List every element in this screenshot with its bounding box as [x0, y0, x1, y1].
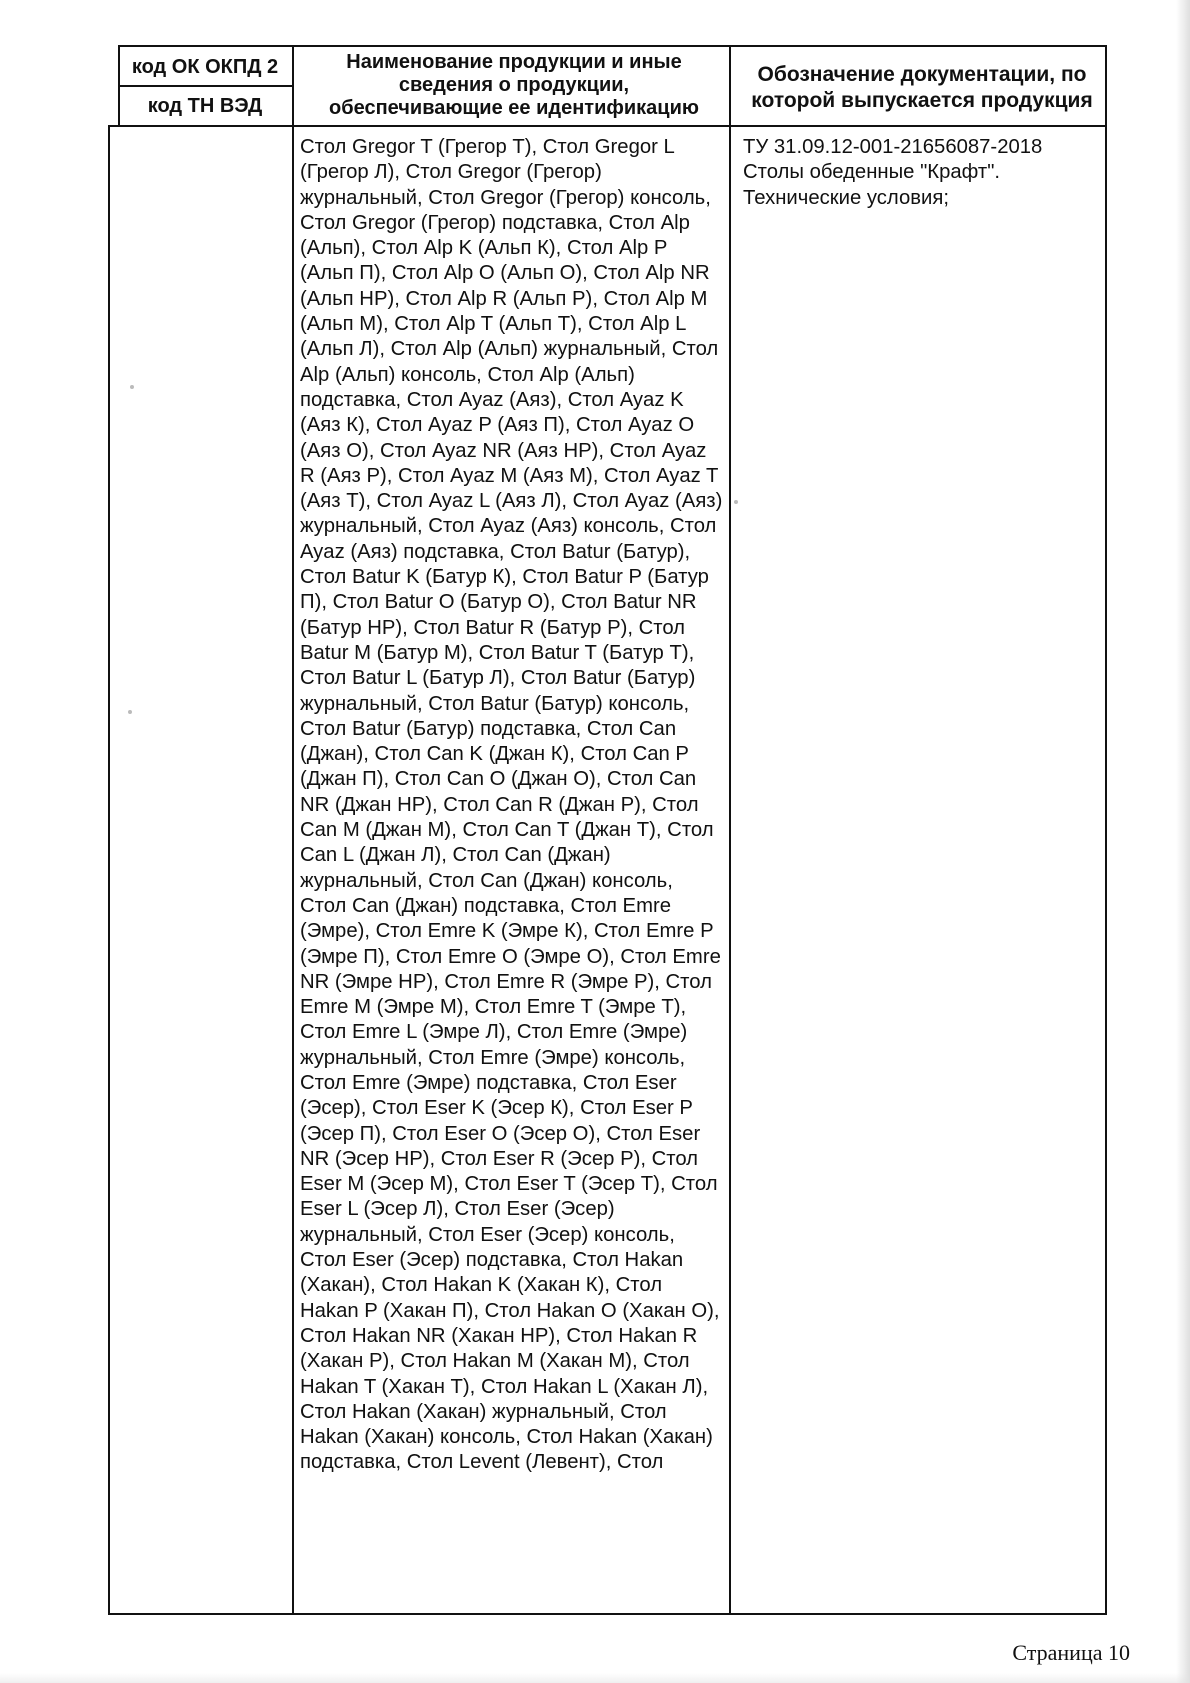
documentation-subtitle: Технические условия;: [743, 186, 949, 209]
header-product-name-line3: обеспечивающие ее идентификацию: [329, 96, 699, 119]
scan-speck: [130, 385, 134, 389]
header-documentation: [736, 58, 1108, 118]
scan-speck: [734, 500, 738, 504]
column-divider-2: [729, 45, 731, 1615]
header-code-divider: [118, 85, 293, 87]
documentation-tu-number: ТУ 31.09.12-001-21656087-2018: [743, 136, 1043, 158]
header-bottom-border: [108, 125, 1107, 127]
header-product-name-line1: Наименование продукции и иные: [346, 50, 682, 73]
header-product-name: [300, 50, 728, 120]
table-border-left-lower: [108, 125, 110, 1615]
table-border-bottom: [108, 1613, 1107, 1615]
page-number: Страница 10: [1012, 1640, 1130, 1665]
column-divider-1: [292, 45, 294, 1615]
table-border-top: [118, 45, 1107, 47]
header-product-name-line2: сведения о продукции,: [398, 73, 630, 96]
scan-speck: [128, 710, 132, 714]
product-list-text: Стол Gregor T (Грегор Т), Стол Gregor L (Грегор Л), Стол Gregor (Грегор) журнальный, Стол Gregor (Грегор) консоль, Стол Gregor (Грегор) подставка, Стол Alp (Альп), Стол Alp K (Альп К), Стол Alp P (Альп П), Стол Alp O (Альп О), Стол Alp NR (Альп НР), Стол Alp R (Альп Р), Стол Alp M (Альп М), Стол Alp T (Альп Т), Стол Alp L (Альп Л), Стол Alp (Альп) журнальный, Стол Alp (Альп) консоль, Стол Alp (Альп) подставка, Стол Ayaz (Аяз), Стол Ayaz K (Аяз К), Стол Ayaz P (Аяз П), Стол Ayaz O (Аяз О), Стол Ayaz NR (Аяз НР), Стол Ayaz R (Аяз Р), Стол Ayaz M (Аяз М), Стол Ayaz T (Аяз Т), Стол Ayaz L (Аяз Л), Стол Ayaz (Аяз) журнальный, Стол Ayaz (Аяз) консоль, Стол Ayaz (Аяз) подставка, Стол Batur (Батур), Стол Batur K (Батур К), Стол Batur P (Батур П), Стол Batur O (Батур О), Стол Batur NR (Батур НР), Стол Batur R (Батур Р), Стол Batur M (Батур М), Стол Batur T (Батур Т), Стол Batur L (Батур Л), Стол Batur (Батур) журнальный, Стол Batur (Батур) консоль, Стол Batur (Батур) подставка, Стол Can (Джан), Стол Can K (Джан К), Стол Can P (Джан П), Стол Can O (Джан О), Стол Can NR (Джан НР), Стол Can R (Джан Р), Стол Can M (Джан М), Стол Can T (Джан Т), Стол Can L (Джан Л), Стол Can (Джан) журнальный, Стол Can (Джан) консоль, Стол Can (Джан) подставка, Стол Emre (Эмре), Стол Emre K (Эмре К), Стол Emre P (Эмре П), Стол Emre O (Эмре О), Стол Emre NR (Эмре НР), Стол Emre R (Эмре Р), Стол Emre M (Эмре М), Стол Emre T (Эмре Т), Стол Emre L (Эмре Л), Стол Emre (Эмре) журнальный, Стол Emre (Эмре) консоль, Стол Emre (Эмре) подставка, Стол Eser (Эсер), Стол Eser K (Эсер К), Стол Eser P (Эсер П), Стол Eser O (Эсер О), Стол Eser NR (Эсер НР), Стол Eser R (Эсер Р), Стол Eser M (Эсер М), Стол Eser T (Эсер Т), Стол Eser L (Эсер Л), Стол Eser (Эсер) журнальный, Стол Eser (Эсер) консоль, Стол Eser (Эсер) подставка, Стол Hakan (Хакан), Стол Hakan K (Хакан К), Стол Hakan P (Хакан П), Стол Hakan O (Хакан О), Стол Hakan NR (Хакан НР), Стол Hakan R (Хакан Р), Стол Hakan M (Хакан М), Стол Hakan T (Хакан Т), Стол Hakan L (Хакан Л), Стол Hakan (Хакан) журнальный, Стол Hakan (Хакан) консоль, Стол Hakan (Хакан) подставка, Стол Levent (Левент), Стол: [300, 136, 723, 1474]
header-documentation-line1: Обозначение документации, по: [757, 63, 1087, 86]
header-code-tnved: код ТН ВЭД: [147, 94, 263, 117]
scan-edge-shadow: [1176, 0, 1190, 1683]
documentation-cell: [743, 135, 1103, 211]
scan-bottom-shadow: [0, 1673, 1190, 1683]
header-documentation-line2: которой выпускается продукция: [751, 89, 1093, 112]
table-border-right: [1105, 45, 1107, 1615]
header-code-okpd: код ОК ОКПД 2: [131, 55, 279, 78]
documentation-title: Столы обеденные "Крафт".: [743, 161, 1001, 184]
